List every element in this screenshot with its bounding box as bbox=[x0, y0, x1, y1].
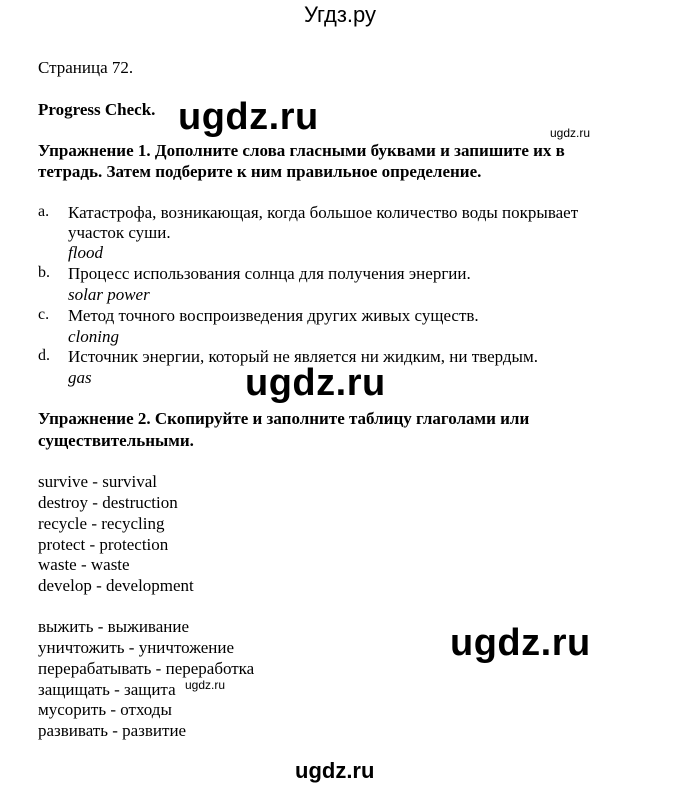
watermark-bottom: ugdz.ru bbox=[295, 758, 375, 783]
russian-pair: мусорить - отходы bbox=[38, 700, 172, 719]
english-pair: recycle - recycling bbox=[38, 514, 165, 533]
russian-pair: развивать - развитие bbox=[38, 721, 187, 740]
item-definition: Катастрофа, возникающая, когда большое количество воды покрывает bbox=[68, 203, 579, 222]
exercise2-heading-line2: существительными. bbox=[38, 431, 194, 450]
english-pair: destroy - destruction bbox=[38, 493, 178, 512]
watermark-right: ugdz.ru bbox=[450, 622, 591, 664]
item-answer: gas bbox=[68, 368, 92, 387]
item-answer: flood bbox=[68, 243, 103, 262]
exercise1-heading-line1: Упражнение 1. Дополните слова гласными буквами и запишите их в bbox=[38, 141, 565, 160]
section-title: Progress Check. bbox=[38, 100, 156, 119]
english-pair: waste - waste bbox=[38, 555, 130, 574]
watermark-top: ugdz.ru bbox=[178, 96, 319, 138]
item-answer: solar power bbox=[68, 285, 150, 304]
item-letter: a. bbox=[38, 203, 50, 220]
site-header-title: Угдз.ру bbox=[303, 2, 377, 27]
russian-pair: выжить - выживание bbox=[38, 617, 190, 636]
russian-pair: уничтожить - уничтожение bbox=[38, 638, 235, 657]
russian-pair: перерабатывать - переработка bbox=[38, 659, 255, 678]
watermark-small-top: ugdz.ru bbox=[550, 126, 591, 140]
watermark-middle: ugdz.ru bbox=[245, 362, 386, 404]
russian-pair: защищать - защита bbox=[38, 680, 176, 699]
item-definition: Процесс использования солнца для получения энергии. bbox=[68, 264, 471, 283]
exercise2-heading-line1: Упражнение 2. Скопируйте и заполните таблицу глаголами или bbox=[38, 409, 530, 428]
english-pair: survive - survival bbox=[38, 472, 157, 491]
item-answer: cloning bbox=[68, 327, 119, 346]
watermark-small-inline: ugdz.ru bbox=[185, 678, 226, 692]
item-letter: d. bbox=[38, 347, 50, 364]
item-definition-continued: участок суши. bbox=[68, 223, 171, 242]
item-definition: Источник энергии, который не является ни жидким, ни твердым. bbox=[68, 347, 538, 366]
item-definition: Метод точного воспроизведения других живых существ. bbox=[68, 306, 479, 325]
item-letter: c. bbox=[38, 306, 50, 323]
item-letter: b. bbox=[38, 264, 50, 281]
page-label: Страница 72. bbox=[38, 58, 134, 77]
exercise1-heading-line2: тетрадь. Затем подберите к ним правильное определение. bbox=[38, 162, 482, 181]
english-pair: protect - protection bbox=[38, 535, 169, 554]
english-pair: develop - development bbox=[38, 576, 194, 595]
